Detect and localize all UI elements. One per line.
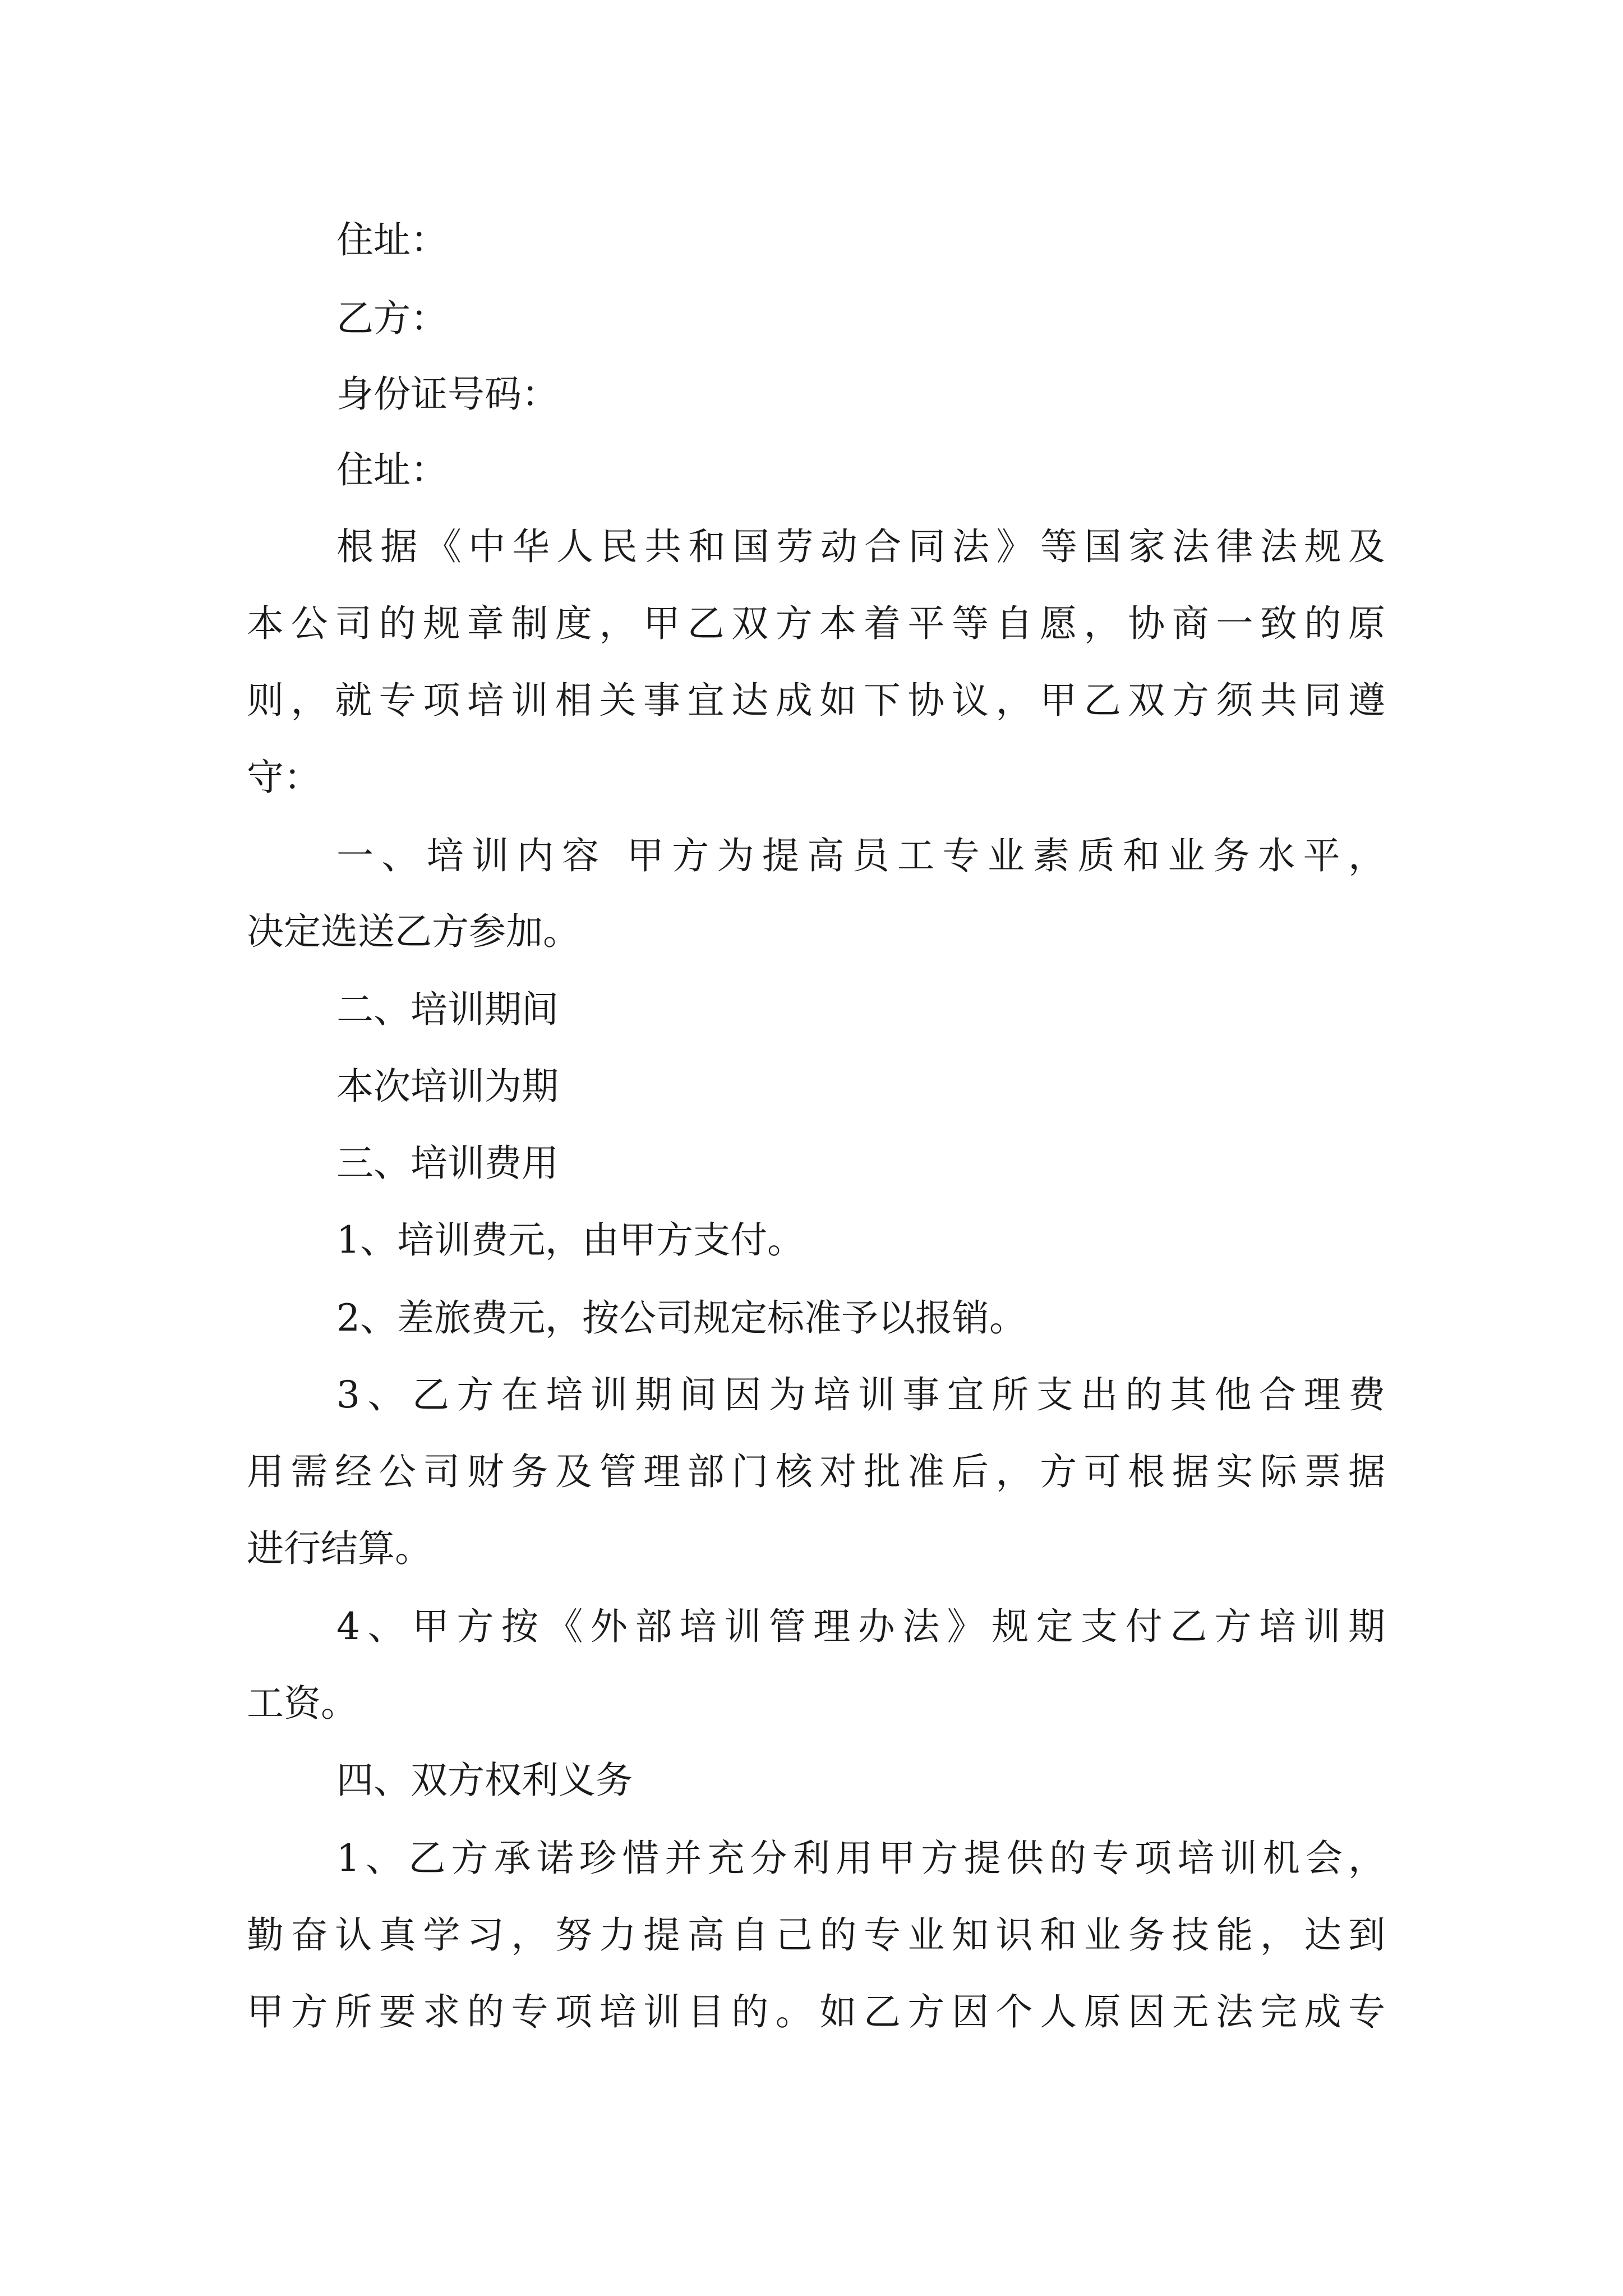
preamble-line-4: 守： [247,756,321,799]
section-4-heading: 四、双方权利义务 [336,1759,633,1802]
address-label-party-a: 住址： [336,218,448,261]
section-3-item-3-line-3: 进行结算。 [247,1527,432,1570]
section-1-line-1: 一、培训内容 甲方为提高员工专业素质和业务水平， [336,834,1385,877]
section-3-item-4-line-1: 4、甲方按《外部培训管理办法》规定支付乙方培训期 [336,1605,1385,1648]
section-3-item-2: 2、差旅费元，按公司规定标准予以报销。 [336,1296,1026,1340]
party-b-label: 乙方： [336,297,448,340]
section-3-item-1: 1、培训费元，由甲方支付。 [336,1218,804,1262]
section-4-item-1-line-1: 1、乙方承诺珍惜并充分利用甲方提供的专项培训机会， [336,1837,1385,1880]
section-1-line-2: 决定选送乙方参加。 [247,910,580,953]
preamble-line-2: 本公司的规章制度，甲乙双方本着平等自愿，协商一致的原 [247,602,1385,645]
address-label-party-b: 住址： [336,448,448,491]
section-3-item-3-line-2: 用需经公司财务及管理部门核对批准后，方可根据实际票据 [247,1450,1385,1493]
preamble-line-1: 根据《中华人民共和国劳动合同法》等国家法律法规及 [336,525,1385,568]
preamble-line-3: 则，就专项培训相关事宜达成如下协议，甲乙双方须共同遵 [247,679,1385,722]
section-2-heading: 二、培训期间 [336,988,559,1031]
section-3-item-3-line-1: 3、乙方在培训期间因为培训事宜所支出的其他合理费 [336,1373,1385,1416]
section-4-item-1-line-3: 甲方所要求的专项培训目的。如乙方因个人原因无法完成专 [247,1990,1385,2033]
section-3-heading: 三、培训费用 [336,1142,559,1185]
section-3-item-4-line-2: 工资。 [247,1682,358,1725]
section-4-item-1-line-2: 勤奋认真学习，努力提高自己的专业知识和业务技能，达到 [247,1913,1385,1957]
section-2-body: 本次培训为期 [336,1065,559,1108]
id-number-label: 身份证号码： [336,372,559,416]
